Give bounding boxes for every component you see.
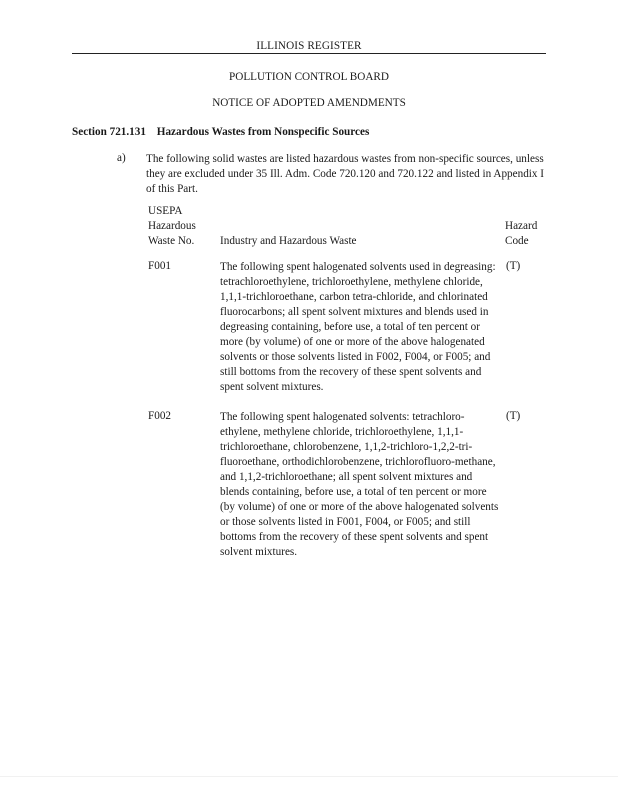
usepa-header-line: Hazardous [148,220,196,232]
page-bottom-divider [0,776,618,777]
section-title: Hazardous Wastes from Nonspecific Sources [156,126,370,138]
section-number: Section 721.131 [72,126,146,138]
board-name: POLLUTION CONTROL BOARD [229,71,389,83]
waste-code: F001 [148,260,172,272]
hazard-code: (T) [506,260,521,272]
industry-column-header: Industry and Hazardous Waste [220,235,357,247]
waste-description: The following spent halogenated solvents: tetrachloro-ethylene, methylene chloride, trichloroethylene, 1,1,1-trichloroethane, chlorobenzene, 1,1,2-trichloro-1,2,2-tri-fluoroethane, orthodichlorobenzene, trichlorofluoro-methane, and 1,1,2-trichloroethane; all spent solvent mixtures and blends containing, before use, a total of ten percent or more (by volume) of one or more of the above halogenated solvents or those solvents listed in F001, F004, or F005; and still bottoms from the recovery of these spent solvents and spent solvent mixtures. [220,411,499,558]
waste-code: F002 [148,410,172,422]
hazard-code: (T) [506,410,521,422]
usepa-column-header [148,204,218,249]
waste-description: The following spent halogenated solvents used in degreasing: tetrachloroethylene, trichloroethylene, methylene chloride, 1,1,1-trichloroethane, carbon tetra-chloride, and chlorinated fluorocarbons; all spent solvent mixtures and blends used in degreasing containing, before use, a total of ten percent or more (by volume) of one or more of the above halogenated solvents or those solvents listed in F002, F004, or F005; and still bottoms from the recovery of these spent solvents and spent solvent mixtures. [220,261,496,393]
register-header [72,40,546,54]
register-title: ILLINOIS REGISTER [256,40,362,52]
usepa-header-line: USEPA [148,205,183,217]
notice-title: NOTICE OF ADOPTED AMENDMENTS [212,97,406,109]
usepa-header-line: Waste No. [148,235,195,247]
hazard-header-line: Hazard [505,220,538,232]
section-heading [72,126,369,138]
hazard-column-header [505,219,555,249]
hazard-header-line: Code [505,235,529,247]
paragraph-label: a) [117,152,126,164]
paragraph-text: The following solid wastes are listed hazardous wastes from non-specific sources, unless they are excluded under 35 Ill. Adm. Code 720.120 and 720.122 and listed in Appendix I of this Part. [146,153,545,195]
